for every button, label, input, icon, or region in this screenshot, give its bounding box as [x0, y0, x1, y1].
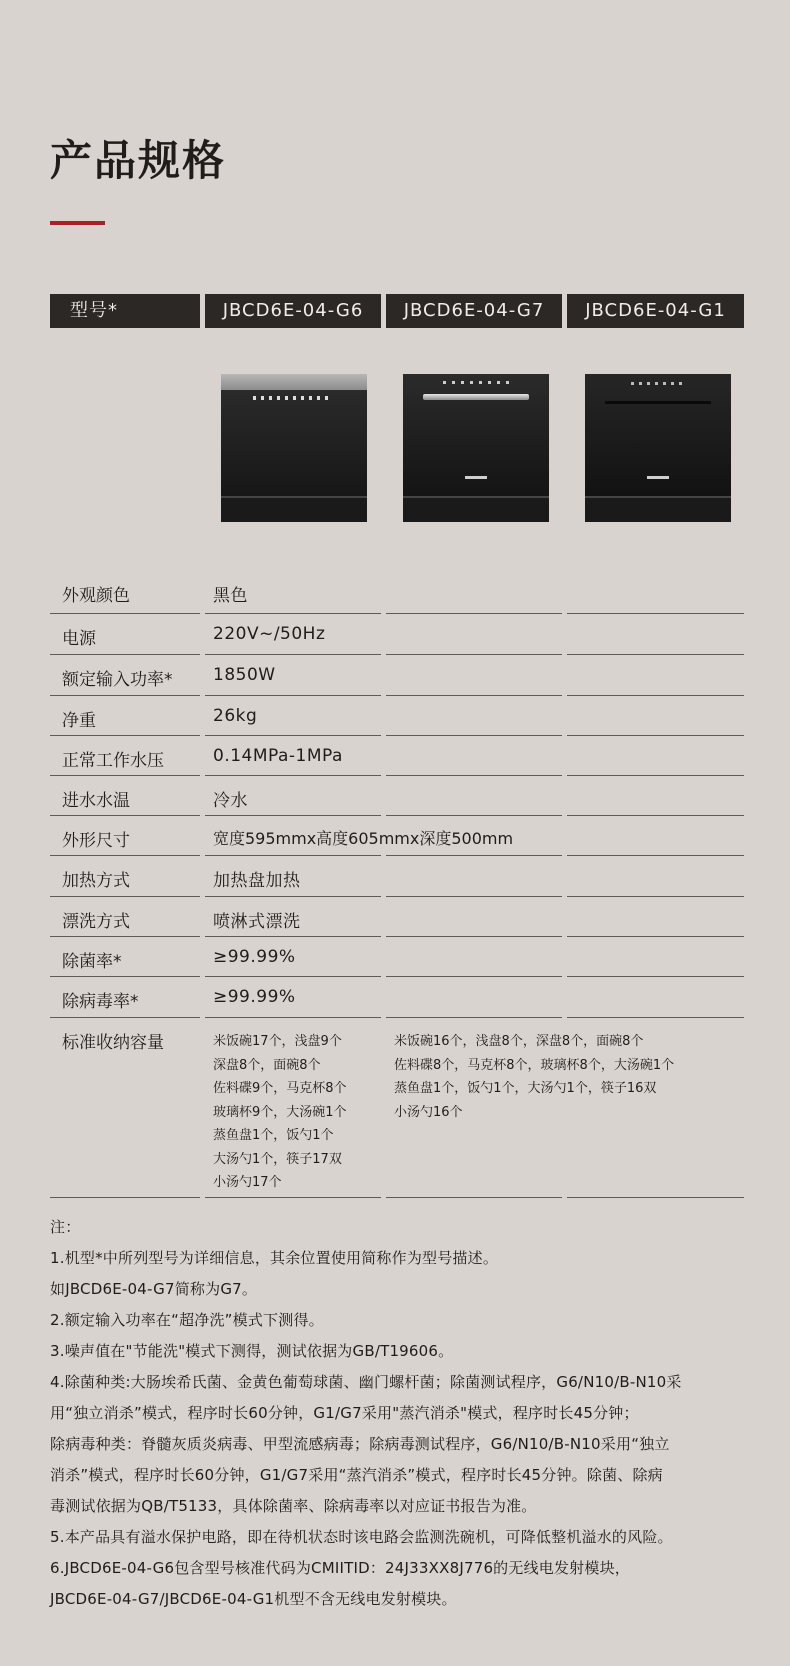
spec-value: 冷水 [213, 791, 248, 811]
note-line: 3.噪声值在"节能洗"模式下测得，测试依据为GB/T19606。 [50, 1342, 454, 1360]
note-line: 6.JBCD6E-04-G6包含型号核准代码为CMIITID：24J33XX8J776的无线电发射模块， [50, 1559, 630, 1577]
spec-label: 电源 [62, 629, 96, 649]
capacity-line: 小汤勺17个 [213, 1175, 282, 1190]
product-image-g6 [221, 374, 367, 522]
capacity-g7 [394, 1030, 674, 1124]
model-name-g7: JBCD6E-04-G7 [386, 294, 562, 328]
note-line: 消杀”模式，程序时长60分钟，G1/G7采用“蒸汽消杀”模式，程序时长45分钟。除菌、除病 [50, 1466, 663, 1484]
note-line: 2.额定输入功率在“超净洗”模式下测得。 [50, 1311, 324, 1329]
capacity-row [50, 1018, 744, 1198]
model-name-g1: JBCD6E-04-G1 [567, 294, 744, 328]
capacity-g6 [213, 1030, 347, 1195]
spec-label: 漂洗方式 [62, 912, 130, 932]
spec-row [50, 816, 744, 856]
spec-row [50, 614, 744, 655]
spec-row [50, 655, 744, 696]
capacity-line: 佐料碟9个，马克杯8个 [213, 1081, 347, 1096]
spec-label: 除菌率* [62, 952, 122, 972]
note-line: 如JBCD6E-04-G7简称为G7。 [50, 1280, 258, 1298]
spec-value: 1850W [213, 665, 276, 685]
spec-value: 220V~/50Hz [213, 624, 326, 644]
spec-label: 外形尺寸 [62, 831, 130, 851]
note-line: 用“独立消杀”模式，程序时长60分钟，G1/G7采用"蒸汽消杀"模式，程序时长45分钟； [50, 1404, 639, 1422]
spec-label: 除病毒率* [62, 992, 139, 1012]
note-line: 毒测试依据为QB/T5133，具体除菌率、除病毒率以对应证书报告为准。 [50, 1497, 537, 1515]
product-image-g1 [585, 374, 731, 522]
spec-label: 净重 [62, 711, 96, 731]
spec-row [50, 736, 744, 776]
page-title: 产品规格 [50, 136, 227, 185]
note-line: 1.机型*中所列型号为详细信息，其余位置使用简称作为型号描述。 [50, 1249, 499, 1267]
spec-value: ≥99.99% [213, 947, 296, 967]
model-header-label: 型号* [50, 294, 200, 328]
note-line: 除病毒种类：脊髓灰质炎病毒、甲型流感病毒；除病毒测试程序，G6/N10/B-N10采用“独立 [50, 1435, 670, 1453]
spec-value: ≥99.99% [213, 987, 296, 1007]
spec-row [50, 977, 744, 1018]
spec-label: 进水水温 [62, 791, 130, 811]
title-accent-rule [50, 221, 105, 225]
capacity-line: 大汤勺1个，筷子17双 [213, 1151, 342, 1167]
spec-value: 26kg [213, 706, 258, 726]
note-line: 5.本产品具有溢水保护电路，即在待机状态时该电路会监测洗碗机，可降低整机溢水的风险。 [50, 1528, 673, 1546]
note-line: 4.除菌种类:大肠埃希氏菌、金黄色葡萄球菌、幽门螺杆菌；除菌测试程序，G6/N10/B-N10采 [50, 1373, 682, 1391]
capacity-line: 佐料碟8个，马克杯8个，玻璃杯8个，大汤碗1个 [394, 1057, 675, 1073]
capacity-line: 米饭碗16个，浅盘8个，深盘8个，面碗8个 [394, 1034, 644, 1049]
note-line: JBCD6E-04-G7/JBCD6E-04-G1机型不含无线电发射模块。 [50, 1590, 457, 1608]
capacity-line: 玻璃杯9个，大汤碗1个 [213, 1104, 347, 1120]
spec-row [50, 776, 744, 816]
product-image-g7 [403, 374, 549, 522]
spec-value: 0.14MPa-1MPa [213, 746, 343, 766]
capacity-line: 米饭碗17个，浅盘9个 [213, 1034, 342, 1049]
spec-label: 额定输入功率* [62, 670, 173, 690]
spec-label: 正常工作水压 [62, 751, 164, 771]
spec-value: 喷淋式漂洗 [213, 912, 301, 932]
capacity-line: 深盘8个，面碗8个 [213, 1057, 321, 1073]
capacity-line: 蒸鱼盘1个，饭勺1个 [213, 1128, 334, 1143]
spec-row [50, 570, 744, 614]
spec-value: 加热盘加热 [213, 871, 301, 891]
capacity-line: 小汤勺16个 [394, 1104, 463, 1120]
spec-value: 宽度595mmx高度605mmx深度500mm [213, 829, 514, 848]
spec-table [50, 570, 744, 1198]
spec-row [50, 897, 744, 937]
spec-value: 黑色 [213, 586, 248, 606]
spec-label: 外观颜色 [62, 586, 130, 606]
model-name-g6: JBCD6E-04-G6 [205, 294, 381, 328]
spec-row [50, 696, 744, 736]
spec-label: 加热方式 [62, 871, 130, 891]
capacity-label: 标准收纳容量 [62, 1033, 164, 1053]
spec-row [50, 856, 744, 897]
note-line: 注： [50, 1218, 81, 1236]
notes-section [50, 1212, 750, 1615]
spec-row [50, 937, 744, 977]
capacity-line: 蒸鱼盘1个，饭勺1个，大汤勺1个，筷子16双 [394, 1081, 657, 1096]
